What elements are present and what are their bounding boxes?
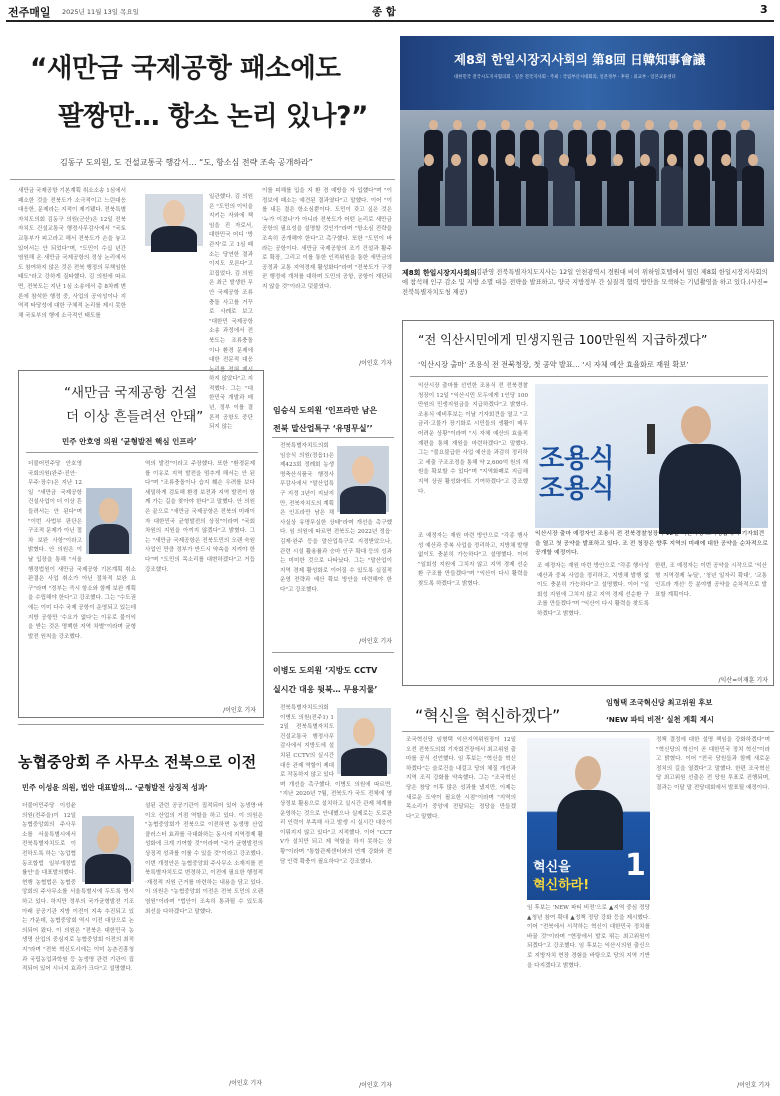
face bbox=[559, 154, 569, 166]
article-subtitle: ‘익산시장 출마’ 조용식 전 전북청장, 첫 공약 발표… ‘시 자체 예산 효율화로 재원 확보’ bbox=[418, 360, 689, 369]
article-body: 한편, 조 예정자는 이번 공약을 시작으로 '익산형 지역경제 뉴딜', '청년 일자리 확대', '교통 인프라 개선' 등 분야별 공약을 순차적으로 발표할 계획이다. bbox=[655, 563, 767, 598]
article-title-line-1: 임승식 도의원 ‘인프라만 남은 bbox=[273, 406, 378, 415]
byline: /이인호 기자 bbox=[737, 1082, 770, 1089]
divider bbox=[26, 452, 258, 453]
article-subtitle-line-2: ‘NEW 파티 비전’ 실천 계획 제시 bbox=[606, 715, 714, 724]
article-text: 더불어민주당 안호영 국회의원(완주·진안·무주·장수)은 지난 12일 "새만금 국제공항 건설사업이 더 이상 흔들려서는 안 된다"며 "이번 사법부 판단은 구조적 문제가 아닌 절차 보완 사항"이라고 밝혔다. 안 의원은 이날 입장을 통해 "서울행정법원이 새만금 국제공항 기본계획 취소 판결은 사업 취소가 아닌 절차적 보완 요구"라며 "정부는 즉시 항소와 함께 보완 계획을 수립해야 한다"고 강조했다. 그는 "수도권에는 이미 다수 국제 공항이 운영되고 있는데 지방 공항만 '수요가 없다'는 이유로 불이익을 받는 것은 명백한 지역 차별"이라며 균형발전 원칙을 강조했다. bbox=[28, 461, 136, 640]
article-text: 전북특별자치도의회 임승식 의원(정읍1)은 제423회 정례회 농생명축산식품국 행정사무감사에서 "말산업특구 지정 3년이 지났지만, 전북자치도의 계획은 인프라만 남은 채 사실상 유명무실한 상태"라며 개선을 촉구했다. 임 의원에 따르면 전북도는 2022년 정읍·김제·완주 등을 말산업특구로 지정받았으나, 관련 시설 활용률과 승마 인구 확대 등의 성과는 미미한 것으로 나타났다. 그는 "말산업이 지역 경제 활성화로 이어질 수 있도록 실질적 운영 전략과 예산 확보 방안을 마련해야 한다"고 강조했다. bbox=[280, 443, 392, 593]
face bbox=[477, 120, 486, 130]
article-body bbox=[22, 802, 134, 1084]
photo-credit: (사진=전북특별자치도청 제공) bbox=[402, 279, 769, 296]
delegate-figure bbox=[526, 154, 548, 254]
article-body: 조 예정자는 재원 마련 방안으로 "각종 행사성 예산과 중복 사업을 정리하고, 지방채 발행 없이도 충분히 가능하다"고 설명했다. 이어 "일회성 지원에 그치지 않고 지역 경제 선순환 구조를 만들겠다"며 "익산이 다시 활력을 찾도록 하겠다"고 밝혔다. bbox=[418, 533, 528, 587]
suit bbox=[499, 166, 521, 226]
face bbox=[549, 120, 558, 130]
article-title: 농협중앙회 주 사무소 전북으로 이전 bbox=[18, 753, 257, 771]
suit bbox=[472, 166, 494, 226]
page-number: 3 bbox=[760, 3, 768, 16]
delegate-figure bbox=[580, 154, 602, 254]
article-body: 역의 발전"이라고 주장했다. 또한 "환경문제를 이유로 지역 발전을 멈추게 해서는 안 된다"며 "조류충돌이나 습지 훼손 우려를 보다 세밀하게 검토해 환경 보전과 지역 발전이 함께 가는 길을 찾아야 한다"고 말했다. 안 의원은 끝으로 "새만금 국제공항은 전북의 미래이자 대한민국 균형발전의 상징"이라며 "국회 차원의 지원을 아끼지 않겠다"고 밝혔다. 그는 "새만금 국제공항은 전북도민의 오랜 숙원사업인 만큼 정부가 반드시 약속을 지켜야 한다"며 "도민의 목소리를 대변하겠다"고 거듭 강조했다. bbox=[145, 461, 255, 573]
article-body: 조국혁신당 임형택 익산지역위원장이 12일 오전 전북도의회 기자회견장에서 최고위원 출마를 공식 선언했다. 임 후보는 "혁신을 혁신하겠다"는 슬로건을 내걸고 당의 체질 개선과 지역 조직 강화를 약속했다. 그는 "조국혁신당은 창당 이후 많은 성과를 냈지만, 이제는 새로운 도약이 필요한 시점"이라며 "지역의 목소리가 중앙에 전달되는 정당을 만들겠다"고 말했다. bbox=[406, 737, 516, 820]
article-headline: “전 익산시민에게 민생지원금 100만원씩 지급하겠다” bbox=[418, 333, 708, 347]
article-title-line-1: 이병도 도의원 ‘지방도 CCTV bbox=[273, 666, 378, 675]
face bbox=[429, 120, 438, 130]
delegate-figure bbox=[445, 154, 467, 254]
suit bbox=[634, 166, 656, 226]
suit bbox=[607, 166, 629, 226]
article-subtitle: 민주 안호영 의원 ‘균형발전 핵심 인프라’ bbox=[62, 437, 197, 446]
headline-line-2: 팔짱만… 항소 논리 있나?” bbox=[58, 101, 368, 132]
face bbox=[640, 154, 650, 166]
byline: /이인호 기자 bbox=[223, 707, 256, 714]
article-body: 이를 피해를 입을 지 환 경 예방을 자 입했다"며 "이 정보에 패소는 예견된 결과였다"고 말했다. 이어 "이를 내든 결은 항소심뿐이다. 도민이 갖고 싶은 것은 '누가 이겼나'가 아니라 전북도가 어떤 논리로 새만금공항의 필요성을 설명할 것인가"라며 "항소심 전략을 조속히 공개해야 한다"고 촉구했다. 또한 "도민이 바라는 공항이다. 새만금 국제공항의 조기 건설과 활주로 확장, 그리고 이를 통한 인적위원을 통한 새만금의 공정과 교통 지역경제 활성화다"라며 "전북도가 구경꾼 행정에 개처를 대하며 도민의 공항, 공항이 재단되지 않을 것"이라고 덧붙였다. bbox=[262, 188, 392, 290]
article-text: 전북특별자치도의회 이병도 의원(전주1) 12일 전북특별자치도 건설교통국 행정사무감사에서 지방도에 설치된 CCTV의 실시간 대응 관제 역할이 제대로 작동하지 않고 있다며 개선을 촉구했다. 이병도 의원에 따르면, "지난 2020년 7월, 전북도가 국도 전체에 영상정보 활용으로 설치하고 실시간 관제 체계를 운영하는 것으로 안내했으나 실제로는 도로관리 인력이 부족해 사고 발생 시 실시간 대응이 이뤄지지 않고 있다"고 지적했다. 이어 "CCTV가 설치만 되고 제 역할을 하지 못하는 상황"이라며 "통합관제센터와의 연계 강화와 전담 인력 확충이 필요하다"고 강조했다. bbox=[280, 705, 392, 865]
delegate-figure bbox=[553, 154, 575, 254]
byline: /이인호 기자 bbox=[229, 1080, 262, 1087]
face bbox=[478, 154, 488, 166]
event-banner: 제8회 한일시장지사회의 第8回 日韓知事會議 bbox=[454, 52, 706, 67]
article-body: 정책 결정에 대한 설명 책임을 강화하겠다"며 "혁신당의 혁신이 곧 대한민국 정치 혁신"이라고 밝혔다. 이어 "전국 당원들과 함께 새로운 정치의 길을 열겠다"고 말했다. 한편 조국혁신당 최고위원 선출은 전 당원 투표로 진행되며, 결과는 이달 말 전당대회에서 발표될 예정이다. bbox=[656, 737, 770, 791]
article-subtitle-line-1: 임형택 조국혁신당 최고위원 후보 bbox=[606, 698, 713, 707]
event-banner-subtext: 대한민국 전국시도지사협의회 · 일본 전국지사회 · 주최 : 국립부산시대회의, 일본정부 · 후원 : 외교부 · 일본교류센터 bbox=[454, 75, 676, 80]
face bbox=[424, 154, 434, 166]
delegate-figure bbox=[715, 154, 737, 254]
face bbox=[621, 120, 630, 130]
face bbox=[532, 154, 542, 166]
speaker-photo bbox=[527, 738, 650, 900]
delegate-figure bbox=[472, 154, 494, 254]
suit bbox=[526, 166, 548, 226]
article-body: 익산시장 출마를 선언한 조용식 전 전북경찰청장이 12일 "익산시민 모두에게 1인당 100만원의 민생지원금을 지급하겠다"고 밝혔다. 조용식 예비후보는 이날 기자회견을 열고 "고금리·고물가 장기화로 시민들의 생활이 매우 어려운 상황"이라며 "시 자체 예산의 효율적 재편을 통해 재원을 마련하겠다"고 말했다. 그는 "불요불급한 사업 예산을 과감히 정리하고 세출 구조조정을 통해 약 2,600억 원의 재원을 확보할 수 있다"며 "지역화폐로 지급해 지역 상권 활성화에도 기여하겠다"고 강조했다. bbox=[418, 383, 528, 495]
delegate-figure bbox=[688, 154, 710, 254]
face bbox=[573, 120, 582, 130]
face bbox=[645, 120, 654, 130]
candidate-photo bbox=[535, 384, 768, 528]
face bbox=[741, 120, 750, 130]
article-body: 조 예정자는 재원 마련 방안으로 "각종 행사성 예산과 중복 사업을 정리하고, 지방채 발행 없이도 충분히 가능하다"고 설명했다. 이어 "일회성 지원에 그치지 않고 지역 경제 선순환 구조를 만들겠다"며 "익산이 다시 활력을 찾도록 하겠다"고 밝혔다. bbox=[537, 563, 649, 617]
suit bbox=[661, 166, 683, 226]
slogan-sign-line-2: 혁신하라! bbox=[533, 878, 590, 893]
delegate-figure bbox=[742, 154, 764, 254]
suit bbox=[715, 166, 737, 226]
suit bbox=[580, 166, 602, 226]
article-body: 임 후보는 'NEW 파티 비전'으로 ▲지역 중심 정당 ▲청년 참여 확대 ▲정책 정당 강화 등을 제시했다. 이어 "전북에서 시작하는 혁신이 대한민국 정치를 바꿀 것"이라며 "현장에서 발로 뛰는 최고위원이 되겠다"고 강조했다. 임 후보는 익산시의원 출신으로 지방자치 현장 경험을 바탕으로 당의 지역 기반을 다지겠다고 밝혔다. bbox=[527, 905, 650, 969]
divider bbox=[410, 376, 768, 377]
article-body: 설된 관련 공공기관이 집적되어 있어 농생명·바이오 산업의 거점 역할을 하고 있다. 이 의원은 "농협중앙회가 전북으로 이전하면 농생명 산업 클러스터 효과를 극대화하는 동시에 지역경제 활성화에 크게 기여할 것"이라며 "국가 균형발전의 상징적 성과를 이룰 수 있을 것"이라고 강조했다. 이번 개정안은 농협중앙회 주사무소 소재지를 전북특별자치도로 변경하고, 이전에 필요한 행정적·재정적 지원 근거를 마련하는 내용을 담고 있다. 이 의원은 "농협중앙회 이전은 전북 도민의 오랜 염원"이라며 "법안이 조속히 통과될 수 있도록 최선을 다하겠다"고 말했다. bbox=[145, 803, 263, 915]
masthead-logo: 전주매일 bbox=[8, 6, 51, 19]
divider bbox=[272, 437, 394, 438]
face bbox=[613, 154, 623, 166]
byline: /이인호 기자 bbox=[359, 638, 392, 645]
suit bbox=[553, 166, 575, 226]
suit bbox=[659, 444, 741, 534]
suit bbox=[418, 166, 440, 226]
face bbox=[748, 154, 758, 166]
face bbox=[505, 154, 515, 166]
face bbox=[453, 120, 462, 130]
face bbox=[693, 120, 702, 130]
photo-caption: 익산시장 출마 예정자인 조용식 전 전북경찰청장이 12일 익산시청 브리핑룸에서 기자회견을 열고 첫 공약을 발표하고 있다. 조 전 청장은 향후 지역의 미래에 대한 공약을 순차적으로 공개할 예정이다. bbox=[535, 531, 768, 557]
face bbox=[669, 120, 678, 130]
face bbox=[694, 154, 704, 166]
divider bbox=[402, 731, 774, 732]
article-title-line-1: “새만금 국제공항 건설 bbox=[64, 385, 197, 401]
face bbox=[525, 120, 534, 130]
article-subtitle: 민주 이성윤 의원, 법안 대표발의… ‘균형발전 상징적 성과’ bbox=[22, 783, 208, 792]
delegate-figure bbox=[661, 154, 683, 254]
divider bbox=[272, 652, 394, 653]
slogan-sign-line-1: 혁신을 bbox=[533, 860, 571, 875]
headline-line-1: “새만금 국제공항 패소에도 bbox=[30, 53, 341, 84]
face bbox=[667, 154, 677, 166]
subheadline: 김동구 도의원, 도 건설교통국 행감서… “도, 항소심 전략 조속 공개하라” bbox=[60, 158, 313, 167]
article-title-line-2: 더 이상 흔들려선 안돼” bbox=[66, 409, 204, 425]
delegate-figure bbox=[499, 154, 521, 254]
section-name: 종 합 bbox=[372, 6, 396, 18]
face bbox=[501, 120, 510, 130]
suit bbox=[742, 166, 764, 226]
divider bbox=[18, 724, 264, 725]
sign-number: 1 bbox=[625, 848, 646, 883]
delegate-figure bbox=[634, 154, 656, 254]
article-headline: “혁신을 혁신하겠다” bbox=[415, 706, 561, 725]
article-body: 새만금 국제공항 기본계획 취소소송 1심에서 패소한 것을 전북도가 소극적이고 느린대응 대응한, 문제라는 지적이 제기됐다. 전북특별자치도의회 김동구 의원(군산)은 12일 전북자치도 건설교통국 행정사무감사에서 "국토교통부가 피고라고 해서 전북도가 손을 놓고 있어서는 안 되었다"며, "도민이 수십 년간 염원해 온 새만금 국제공항의 정상 논리에서도 참여하지 않은 것은 전북 행정의 무책임한 태도"라고 강하게 질타했다. 김 의원에 따르면, 전북도는 지난 1심 소송에서 총 8차례 변론에 참석한 행정 중, 사업의 공익성이나 지역적 타당성에 대한 구체적 논리를 제시 못한 채 국토부의 행에 소극적인 태도를 bbox=[18, 188, 126, 319]
photo-caption bbox=[402, 268, 772, 298]
face bbox=[721, 154, 731, 166]
article-title-line-2: 실시간 대응 뒷북… 무용지물’ bbox=[273, 685, 378, 694]
article-body bbox=[280, 704, 392, 1082]
face bbox=[451, 154, 461, 166]
article-title-line-2: 전북 말산업특구 ‘유명무실’’ bbox=[273, 424, 373, 433]
byline: /이인호 기자 bbox=[359, 360, 392, 367]
photo-label: 제8회 한일시장지사회의 bbox=[402, 269, 477, 277]
suit bbox=[688, 166, 710, 226]
face bbox=[586, 154, 596, 166]
delegate-figure bbox=[607, 154, 629, 254]
suit bbox=[557, 790, 623, 850]
article-body bbox=[28, 460, 136, 712]
campaign-sign: 조용식 조용식 bbox=[539, 444, 615, 504]
suit bbox=[445, 166, 467, 226]
face bbox=[717, 120, 726, 130]
caption-text: 김관영 전북특별자치도지사는 12일 인천광역시 경원대 비이 위하임호텔에서 열린 제8회 한일시장지사회의에 참석해 인구 감소 및 지방 소멸 대응 전략을 발표하고, 양국 지방정부 간 실질적 협력 방안을 모색하는 기념촬영을 하고 있다. bbox=[402, 269, 768, 286]
summit-photo bbox=[400, 36, 774, 262]
header-rule bbox=[6, 20, 774, 22]
byline: /이인호 기자 bbox=[359, 1082, 392, 1089]
issue-date: 2025년 11월 13일 목요일 bbox=[62, 8, 139, 16]
article-body bbox=[280, 442, 392, 640]
face bbox=[597, 120, 606, 130]
divider bbox=[10, 179, 395, 180]
face bbox=[575, 756, 601, 790]
delegate-figure bbox=[418, 154, 440, 254]
article-text: 더불어민주당 이성윤 의원(전주을)이 12일 농협중앙회의 주사무소를 서울특별시에서 전북특별자치도로 이전하도록 하는 '농업협동조합법 일부개정법률안'을 대표발의했다. 현행 농협법은 농협중앙회의 주사무소를 서울특별시에 두도록 명시하고 있다. 하지만 정부의 국가균형발전 기조 아래 공공기관 지방 이전이 지속 추진되고 있는 가운데, 농협중앙회 역시 이전 대상으로 논의되어 왔다. 이 의원은 "전북은 대한민국 농생명 산업의 중심지로 농협중앙회 이전의 최적지"라며 "전북 혁신도시에는 이미 농촌진흥청과 국립농업과학원 등 농생명 관련 기관이 집적되어 있어 시너지 효과가 크다"고 설명했다. bbox=[22, 803, 134, 973]
face bbox=[681, 406, 711, 444]
article-body: 일관했다. 김 의원은 "도민의 이익을 지키는 자와에 책임을 진 자로서, 대한민국 어디 '방관자'로 고 1심 패소는 당연한 결과이지도 모른다"고 꼬집었다. 김 의원은 최근 발생한 무안 국제공항 조류충돌 사고를 거꾸로 사례로 보고 "대한민 국제공항 소송 과정에서 전북도는 조류충돌이나 환경 문제에 대한 전문적 대응 논리를 전혀 제시하지 않았다"고 지적했다. 그는 "대한민국 개발과 매년, 정부 이를 결론적 공항도 중단되지 않는 bbox=[209, 194, 253, 431]
byline: /익산=이재훈 기자 bbox=[718, 677, 768, 684]
